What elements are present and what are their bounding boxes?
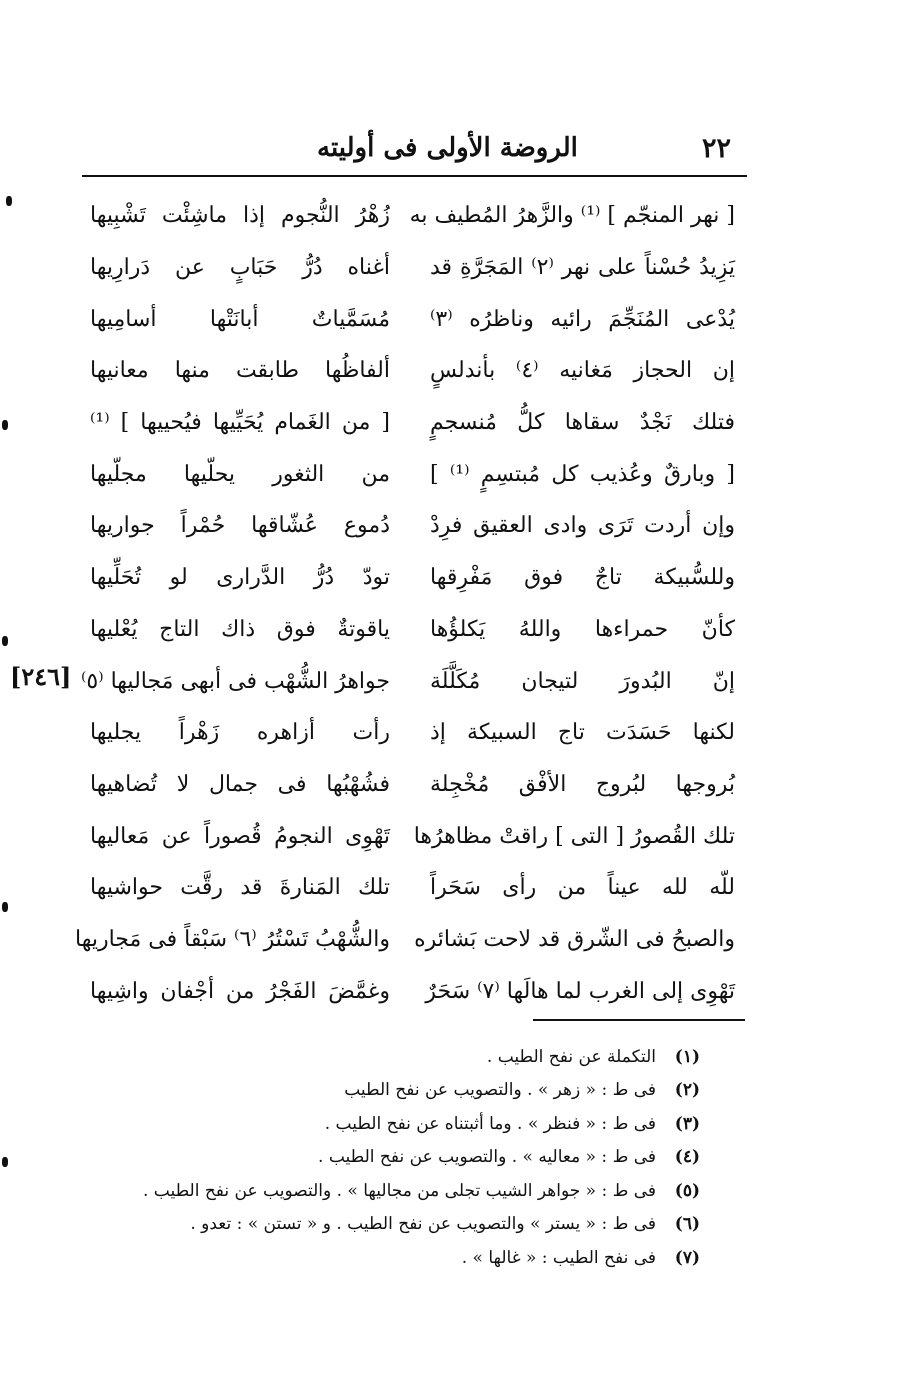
header-rule [82, 175, 747, 177]
verse-second-hemistich: أغناه دُرُّ حَبَابٍ عن دَرارِيها [90, 255, 390, 281]
verse-first-hemistich: فتلك نَجْدٌ سقاها كلُّ مُنسجمٍ [430, 410, 735, 436]
footnotes-rule [533, 1019, 745, 1021]
verse-second-hemistich: زُهْرُ النُّجوم إذا ماشِئْت تَشْبِيها [90, 203, 390, 229]
margin-page-reference: [٢٤٦] [10, 662, 72, 691]
verse-second-hemistich: والشُّهْبُ تَسْتُرُ ⁽٦⁾ سَبْقاً فى مَجاريها [75, 926, 390, 952]
margin-mark [6, 196, 12, 206]
footnote [110, 1040, 700, 1074]
verse-first-hemistich: تَهْوِى إلى الغرب لما هالَها ⁽٧⁾ سَحَرٌ [425, 978, 735, 1004]
footnote-text: فى نفح الطيب : « غالها » . [461, 1247, 656, 1268]
footnote [110, 1208, 700, 1242]
verse-row [80, 655, 735, 707]
footnote-number: (٦) [674, 1214, 700, 1235]
verse-row [90, 500, 735, 552]
verse-first-hemistich: والصبحُ فى الشّرق قد لاحت بَشائره [414, 926, 735, 952]
margin-mark [2, 636, 8, 646]
footnote-number: (٢) [674, 1080, 700, 1101]
verse-first-hemistich: بُروجها لبُروج الأفْق مُخْجِلة [430, 771, 735, 797]
verse-row [90, 810, 735, 862]
verse-second-hemistich: من الثغور يحلّيها مجلّيها [90, 461, 390, 487]
verse-second-hemistich: فشُهْبُها فى جمال لا تُضاهيها [90, 771, 390, 797]
footnote-text: فى ط : « جواهر الشيب تجلى من مجاليها » . والتصويب عن نفح الطيب . [142, 1180, 656, 1201]
footnote-number: (١) [674, 1046, 700, 1067]
footnote-text: فى ط : « معاليه » . والتصويب عن نفح الطيب . [318, 1147, 656, 1168]
footnotes [110, 1040, 700, 1275]
margin-mark [2, 1157, 8, 1167]
margin-mark [2, 420, 8, 430]
verse-second-hemistich: جواهرُ الشُّهْب فى أبهى مَجاليها ⁽٥⁾ [80, 668, 390, 694]
poem [75, 190, 735, 1017]
verse-second-hemistich: مُسَمَّياتٌ أبانَتْها أسامِيها [90, 306, 390, 332]
verse-second-hemistich: تودّ دُرُّ الدَّرارى لو تُحَلِّيها [90, 565, 390, 591]
verse-first-hemistich: [ نهر المنجّم ] ⁽¹⁾ والزَّهرُ المُطيف به [409, 203, 735, 229]
verse-row [90, 293, 735, 345]
verse-row [90, 397, 735, 449]
footnote [110, 1107, 700, 1141]
verse-second-hemistich: دُموع عُشّاقها حُمْراً جواريها [90, 513, 390, 539]
footnote [110, 1174, 700, 1208]
footnote-text: فى ط : « زهر » . والتصويب عن نفح الطيب [344, 1080, 656, 1101]
verse-row [90, 604, 735, 656]
margin-mark [2, 902, 8, 912]
footnote-number: (٣) [674, 1113, 700, 1134]
verse-second-hemistich: رأت أزاهره زَهْراً يجليها [90, 720, 390, 746]
verse-first-hemistich: وإن أردت تَرَى وادى العقيق فرِدْ [430, 513, 735, 539]
footnote-text: فى ط : « يستر » والتصويب عن نفح الطيب . و « تستن » : تعدو . [190, 1214, 656, 1235]
verse-row [90, 552, 735, 604]
footnote [110, 1141, 700, 1175]
running-title: الروضة الأولى فى أوليته [317, 133, 578, 163]
footnote-number: (٥) [674, 1180, 700, 1201]
verse-first-hemistich: [ وبارقٌ وعُذيب كل مُبتسِمٍ ⁽¹⁾ ] [430, 461, 735, 487]
verse-first-hemistich: إن الحجاز مَغانيه ⁽٤⁾ بأندلسٍ [430, 358, 735, 384]
verse-first-hemistich: وللسُّبيكة تاجٌ فوق مَفْرِقها [430, 565, 735, 591]
verse-row [90, 862, 735, 914]
verse-first-hemistich: لكنها حَسَدَت تاج السبيكة إذ [430, 720, 735, 746]
verse-row [90, 242, 735, 294]
verse-first-hemistich: كأنّ حمراءها واللهُ يَكلؤُها [430, 616, 735, 642]
verse-first-hemistich: إنّ البُدورَ لتيجان مُكَلَّلَة [430, 668, 735, 694]
verse-row [75, 914, 735, 966]
footnote-text: فى ط : « فنظر » . وما أثبتناه عن نفح الطيب . [324, 1113, 656, 1134]
verse-row [90, 759, 735, 811]
footnote-text: التكملة عن نفح الطيب . [486, 1046, 656, 1067]
verse-first-hemistich: تلك القُصورُ [ التى ] راقتْ مظاهرُها [413, 823, 735, 849]
verse-first-hemistich: للّه لله عيناً من رأى سَحَراً [430, 875, 735, 901]
verse-row [90, 707, 735, 759]
verse-second-hemistich: تلك المَنارةَ قد رقَّت حواشيها [90, 875, 390, 901]
verse-row [90, 965, 735, 1017]
verse-second-hemistich: ياقوتةٌ فوق ذاك التاج يُعْليها [90, 616, 390, 642]
verse-row [90, 190, 735, 242]
verse-first-hemistich: يُدْعى المُنَجِّمَ رائيه وناظرُه ⁽٣⁾ [430, 306, 735, 332]
verse-second-hemistich: ألفاظُها طابقت منها معانيها [90, 358, 390, 384]
verse-row [90, 345, 735, 397]
footnote [110, 1241, 700, 1275]
verse-second-hemistich: تَهْوِى النجومُ قُصوراً عن مَعاليها [90, 823, 390, 849]
verse-second-hemistich: [ من الغَمام يُحَيِّيها فيُحييها ] ⁽¹⁾ [90, 410, 390, 436]
footnote [110, 1074, 700, 1108]
footnote-number: (٧) [674, 1247, 700, 1268]
footnote-number: (٤) [674, 1147, 700, 1168]
verse-first-hemistich: يَزِيدُ حُسْناً على نهر ⁽٢⁾ المَجَرَّةِ قد [430, 255, 735, 281]
verse-row [90, 448, 735, 500]
page-header [82, 128, 747, 168]
verse-second-hemistich: وغمَّضَ الفَجْرُ من أجْفان واشِيها [90, 978, 390, 1004]
page-number: ٢٢ [701, 132, 731, 164]
